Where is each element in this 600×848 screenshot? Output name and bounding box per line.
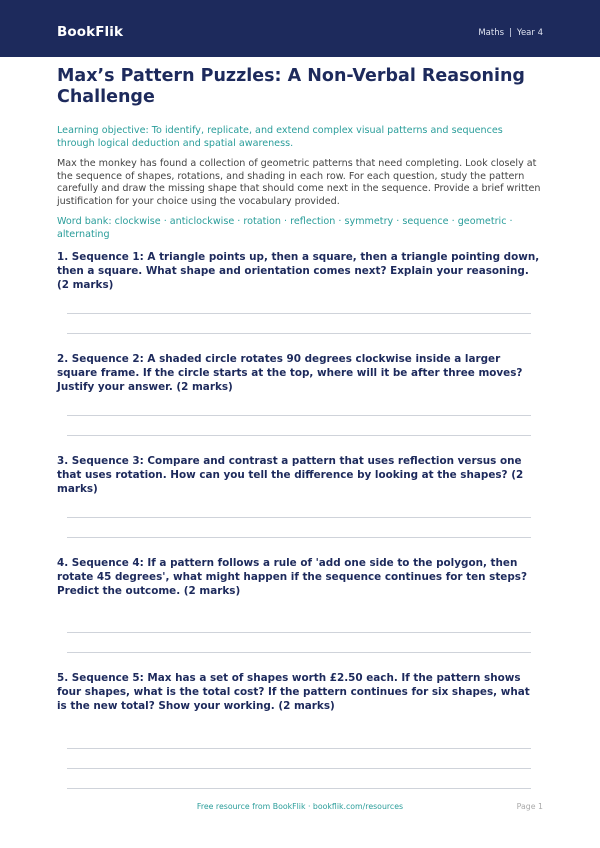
answer-line[interactable] [67,517,531,518]
answer-line[interactable] [67,537,531,538]
answer-line[interactable] [67,435,531,436]
question-1 [57,250,543,292]
answer-line[interactable] [67,788,531,789]
question-4 [57,556,543,598]
footer-text[interactable]: Free resource from BookFlik · bookflik.com/resources [196,802,404,811]
page-title: Max’s Pattern Puzzles: A Non-Verbal Reasoning Challenge [57,66,525,107]
year-label: Year 4 [516,28,543,38]
answer-line[interactable] [67,748,531,749]
question-3 [57,454,543,496]
question-text: 5. Sequence 5: Max has a set of shapes worth £2.50 each. If the pattern shows four shapes, what is the total cost? If the pattern continues for six shapes, what is the new total? Show your working. (2 marks) [57,672,530,712]
worksheet-content [57,66,543,241]
header-bar [0,0,600,57]
subject-label: Maths [478,28,505,38]
question-text: 3. Sequence 3: Compare and contrast a pattern that uses reflection versus one that uses rotation. How can you tell the difference by looking at the shapes? (2 marks) [57,455,524,495]
page-number: Page 1 [516,802,543,811]
question-text: 2. Sequence 2: A shaded circle rotates 90 degrees clockwise inside a larger square frame. If the circle starts at the top, where will it be after three moves? Justify your answer. (2 marks) [57,353,523,393]
header-meta [478,28,543,38]
answer-line[interactable] [67,313,531,314]
question-5 [57,671,543,713]
answer-line[interactable] [67,415,531,416]
answer-line[interactable] [67,333,531,334]
question-text: 4. Sequence 4: If a pattern follows a rule of 'add one side to the polygon, then rotate 45 degrees', what might happen if the sequence continues for ten steps? Predict the outcome. (2 marks) [57,557,527,597]
meta-separator: | [509,28,512,38]
question-text: 1. Sequence 1: A triangle points up, then a square, then a triangle pointing down, then a square. What shape and orientation comes next? Explain your reasoning. (2 marks) [57,251,540,291]
answer-line[interactable] [67,652,531,653]
learning-objective: Learning objective: To identify, replicate, and extend complex visual patterns and sequences through logical deduction and spatial awareness. [57,125,503,149]
word-bank: Word bank: clockwise · anticlockwise · rotation · reflection · symmetry · sequence · geometric · alternating [57,216,513,240]
answer-line[interactable] [67,768,531,769]
answer-line[interactable] [67,632,531,633]
question-2 [57,352,543,394]
brand-logo[interactable]: BookFlik [57,24,124,40]
intro-paragraph: Max the monkey has found a collection of geometric patterns that need completing. Look closely at the sequence of shapes, rotations, and shading in each row. For each question, study the pattern carefully and draw the missing shape that should come next in the sequence. Provide a brief written justification for your choice using the vocabulary provided. [57,158,541,207]
